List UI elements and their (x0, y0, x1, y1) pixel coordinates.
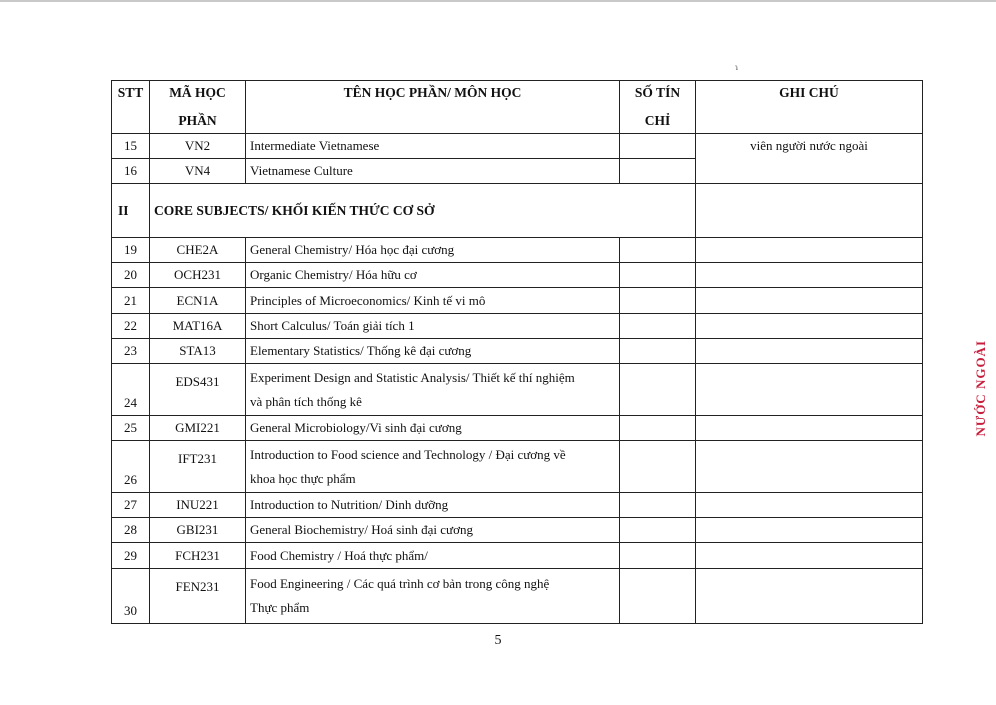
cell-ma: INU221 (150, 493, 246, 518)
cell-so (620, 134, 696, 159)
table-header-row (112, 81, 923, 134)
cell-ten-line1: Introduction to Food science and Technology / Đại cương về (250, 446, 566, 462)
cell-so (620, 416, 696, 441)
cell-ten: General Microbiology/Vi sinh đại cương (246, 416, 620, 441)
table-row (112, 134, 923, 159)
table-row (112, 441, 923, 493)
table-row (112, 238, 923, 263)
cell-ghi (696, 339, 923, 364)
cell-stt: 22 (112, 314, 150, 339)
cell-ten-line1: Experiment Design and Statistic Analysis/ Thiết kế thí nghiệm (250, 369, 575, 385)
cell-ten (246, 364, 620, 416)
cell-ten: General Biochemistry/ Hoá sinh đại cương (246, 518, 620, 543)
cell-so (620, 263, 696, 288)
cell-so (620, 288, 696, 314)
header-ma: MÃ HỌC PHẦN (150, 81, 246, 134)
cell-so (620, 339, 696, 364)
table-row (112, 543, 923, 569)
cell-so (620, 159, 696, 184)
cell-ghi (696, 569, 923, 624)
cell-ten: Vietnamese Culture (246, 159, 620, 184)
cell-ten (246, 569, 620, 624)
cell-ma: IFT231 (150, 441, 246, 493)
cell-so (620, 569, 696, 624)
cell-ghi (696, 518, 923, 543)
cell-ghi (696, 314, 923, 339)
section-roman: II (112, 184, 150, 238)
cell-stt: 20 (112, 263, 150, 288)
table-row (112, 339, 923, 364)
table-row (112, 263, 923, 288)
header-stt: STT (112, 81, 150, 134)
cell-ghi (696, 543, 923, 569)
cell-ghi (696, 184, 923, 238)
cell-stt: 30 (112, 569, 150, 624)
cell-ten: General Chemistry/ Hóa học đại cương (246, 238, 620, 263)
header-ghi: GHI CHÚ (696, 81, 923, 134)
cell-ma: ECN1A (150, 288, 246, 314)
cell-ghi (696, 441, 923, 493)
cell-ma: EDS431 (150, 364, 246, 416)
cell-ten: Introduction to Nutrition/ Dinh dưỡng (246, 493, 620, 518)
cell-so (620, 364, 696, 416)
section-title: CORE SUBJECTS/ KHỐI KIẾN THỨC CƠ SỞ (150, 184, 696, 238)
cell-ten: Principles of Microeconomics/ Kinh tế vi mô (246, 288, 620, 314)
side-stamp-text: NƯỚC NGOÀI (973, 340, 988, 437)
cell-ma: FCH231 (150, 543, 246, 569)
cell-stt: 19 (112, 238, 150, 263)
cell-ten: Organic Chemistry/ Hóa hữu cơ (246, 263, 620, 288)
cell-so (620, 518, 696, 543)
table-row (112, 364, 923, 416)
cell-stt: 15 (112, 134, 150, 159)
cell-ten-line2: và phân tích thống kê (250, 393, 362, 409)
curriculum-table (111, 80, 923, 624)
cell-ten-line2: khoa học thực phẩm (250, 470, 356, 486)
cell-stt: 16 (112, 159, 150, 184)
table-row (112, 288, 923, 314)
cell-ghi (696, 288, 923, 314)
cell-stt: 26 (112, 441, 150, 493)
cell-ten: Elementary Statistics/ Thống kê đại cương (246, 339, 620, 364)
table-row (112, 569, 923, 624)
table-row (112, 493, 923, 518)
cell-ten: Food Chemistry / Hoá thực phẩm/ (246, 543, 620, 569)
cell-ma: STA13 (150, 339, 246, 364)
cell-ma: VN4 (150, 159, 246, 184)
cell-so (620, 238, 696, 263)
table-row (112, 314, 923, 339)
cell-ghi (696, 238, 923, 263)
table-row (112, 416, 923, 441)
cell-ten-line1: Food Engineering / Các quá trình cơ bản trong công nghệ (250, 576, 550, 591)
cell-ten: Short Calculus/ Toán giải tích 1 (246, 314, 620, 339)
cell-ghi-note: viên người nước ngoài (696, 134, 923, 184)
cell-so (620, 493, 696, 518)
cell-stt: 21 (112, 288, 150, 314)
cell-ma: CHE2A (150, 238, 246, 263)
cell-ghi (696, 416, 923, 441)
header-ten: TÊN HỌC PHẦN/ MÔN HỌC (246, 81, 620, 134)
page-number: 5 (494, 633, 502, 648)
side-stamp (973, 340, 989, 437)
cell-so (620, 441, 696, 493)
cell-ten-line2: Thực phẩm (250, 600, 310, 615)
cell-ghi (696, 263, 923, 288)
cell-ma: OCH231 (150, 263, 246, 288)
cell-ma: VN2 (150, 134, 246, 159)
cell-ghi (696, 493, 923, 518)
cell-stt: 28 (112, 518, 150, 543)
cell-stt: 25 (112, 416, 150, 441)
section-row (112, 184, 923, 238)
cell-so (620, 314, 696, 339)
cell-ma: MAT16A (150, 314, 246, 339)
cell-ma: GMI221 (150, 416, 246, 441)
cell-ten: Intermediate Vietnamese (246, 134, 620, 159)
cell-stt: 23 (112, 339, 150, 364)
cell-stt: 27 (112, 493, 150, 518)
cell-ten (246, 441, 620, 493)
cell-so (620, 543, 696, 569)
page-mark: ɿ (735, 62, 738, 72)
cell-stt: 24 (112, 364, 150, 416)
cell-ma: FEN231 (150, 569, 246, 624)
cell-stt: 29 (112, 543, 150, 569)
scan-edge-line (0, 0, 996, 2)
cell-ma: GBI231 (150, 518, 246, 543)
header-so: SỐ TÍN CHỈ (620, 81, 696, 134)
table-row (112, 518, 923, 543)
cell-ghi (696, 364, 923, 416)
